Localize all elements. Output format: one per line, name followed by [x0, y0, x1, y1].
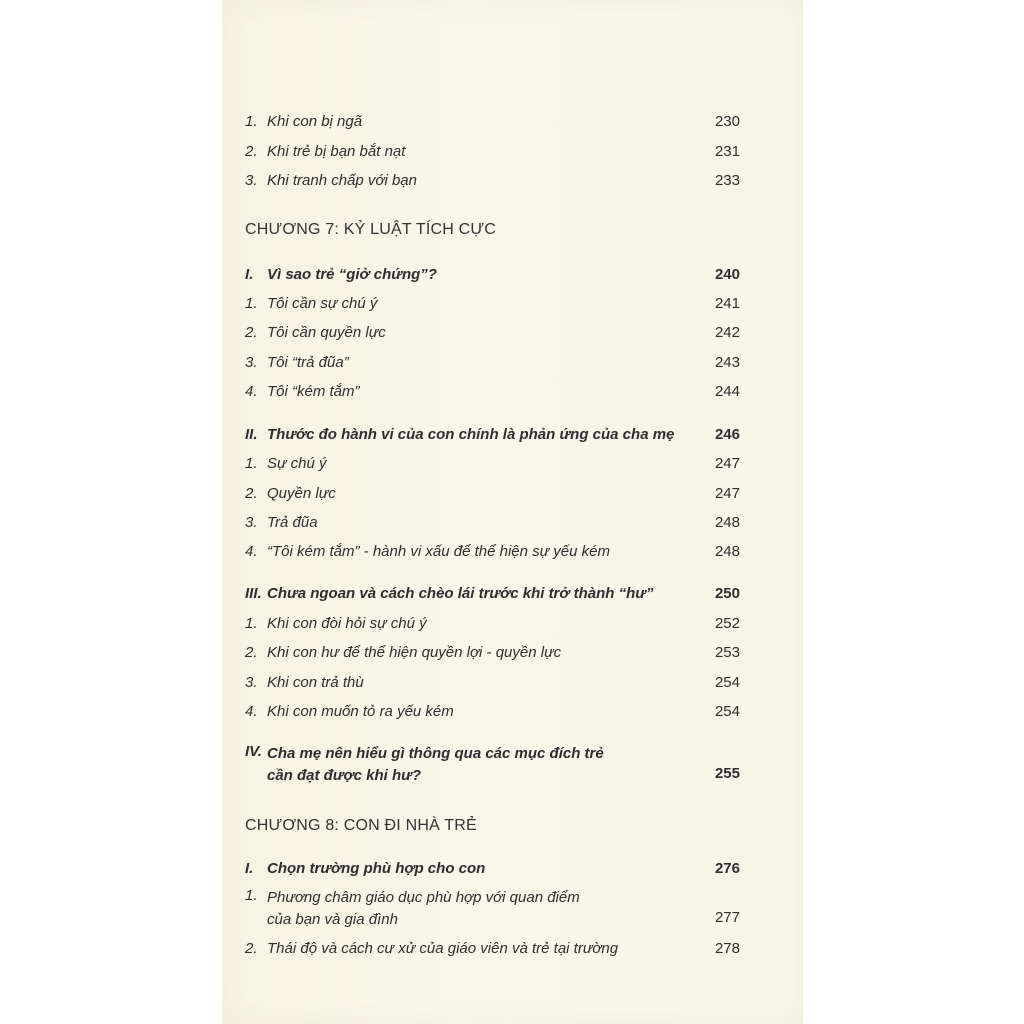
section-number: I. — [245, 860, 254, 877]
item-title: Khi con muốn tỏ ra yếu kém — [267, 703, 454, 720]
item-page: 248 — [714, 543, 740, 560]
item-page: 247 — [714, 455, 740, 472]
chapter-heading: CHƯƠNG 7: KỶ LUẬT TÍCH CỰC — [245, 221, 497, 238]
item-page: 244 — [714, 383, 740, 400]
item-title: Trả đũa — [267, 514, 318, 531]
section-page: 276 — [714, 860, 740, 877]
item-page: 248 — [714, 514, 740, 531]
item-page: 254 — [714, 703, 740, 720]
item-title: Khi con đòi hỏi sự chú ý — [267, 615, 427, 632]
item-title: “Tôi kém tắm” - hành vi xấu để thể hiện sự yếu kém — [267, 543, 610, 560]
item-page: 253 — [714, 644, 740, 661]
section-page: 250 — [714, 585, 740, 602]
item-page: 254 — [714, 674, 740, 691]
item-number: 4. — [245, 543, 258, 560]
item-title: Khi con hư để thể hiện quyền lợi - quyền lực — [267, 644, 562, 661]
item-title: Sự chú ý — [267, 455, 327, 472]
item-page: 242 — [714, 324, 740, 341]
section-title: Vì sao trẻ “giở chứng”? — [267, 266, 437, 283]
section-page: 246 — [714, 426, 740, 443]
item-number: 3. — [245, 514, 258, 531]
section-title: Chọn trường phù hợp cho con — [267, 860, 486, 877]
item-page: 233 — [714, 172, 740, 189]
item-title: Tôi “kém tắm” — [267, 383, 360, 400]
section-number: III. — [245, 585, 262, 602]
section-number: II. — [245, 426, 258, 443]
item-number: 2. — [245, 485, 258, 502]
section-number: IV. — [245, 743, 262, 760]
section-page: 240 — [714, 266, 740, 283]
item-title: Tôi cần sự chú ý — [267, 295, 378, 312]
item-number: 2. — [245, 143, 258, 160]
item-page: 278 — [714, 940, 740, 957]
item-number: 4. — [245, 383, 258, 400]
item-title: Khi con trả thù — [267, 674, 364, 691]
item-title: Khi trẻ bị bạn bắt nạt — [267, 143, 406, 160]
section-number: I. — [245, 266, 254, 283]
item-title: Khi tranh chấp với bạn — [267, 172, 417, 189]
item-title: Thái độ và cách cư xử của giáo viên và trẻ tại trường — [267, 940, 619, 957]
section-title: Cha mẹ nên hiểu gì thông qua các mục đích trẻ cần đạt được khi hư? — [267, 745, 604, 784]
item-page: 230 — [714, 113, 740, 130]
item-number: 1. — [245, 455, 258, 472]
item-title: Phương châm giáo dục phù hợp với quan điểm của bạn và gia đình — [267, 889, 580, 928]
item-page: 247 — [714, 485, 740, 502]
item-number: 3. — [245, 172, 258, 189]
item-title: Tôi cần quyền lực — [267, 324, 386, 341]
item-page: 252 — [714, 615, 740, 632]
item-number: 2. — [245, 644, 258, 661]
item-title: Tôi “trả đũa” — [267, 354, 349, 371]
item-page: 231 — [714, 143, 740, 160]
item-number: 2. — [245, 940, 258, 957]
item-page: 241 — [714, 295, 740, 312]
item-number: 1. — [245, 295, 258, 312]
item-page: 277 — [714, 909, 740, 926]
item-title: Quyền lực — [267, 485, 336, 502]
item-number: 3. — [245, 674, 258, 691]
section-title: Chưa ngoan và cách chèo lái trước khi trở thành “hư” — [267, 585, 654, 602]
chapter-heading: CHƯƠNG 8: CON ĐI NHÀ TRẺ — [245, 817, 477, 834]
section-title: Thước đo hành vi của con chính là phản ứng của cha mẹ — [267, 426, 675, 443]
item-number: 2. — [245, 324, 258, 341]
item-page: 243 — [714, 354, 740, 371]
item-number: 1. — [245, 113, 258, 130]
item-number: 1. — [245, 615, 258, 632]
item-number: 4. — [245, 703, 258, 720]
item-number: 1. — [245, 887, 258, 904]
item-title: Khi con bị ngã — [267, 113, 363, 130]
item-number: 3. — [245, 354, 258, 371]
section-page: 255 — [714, 765, 740, 782]
